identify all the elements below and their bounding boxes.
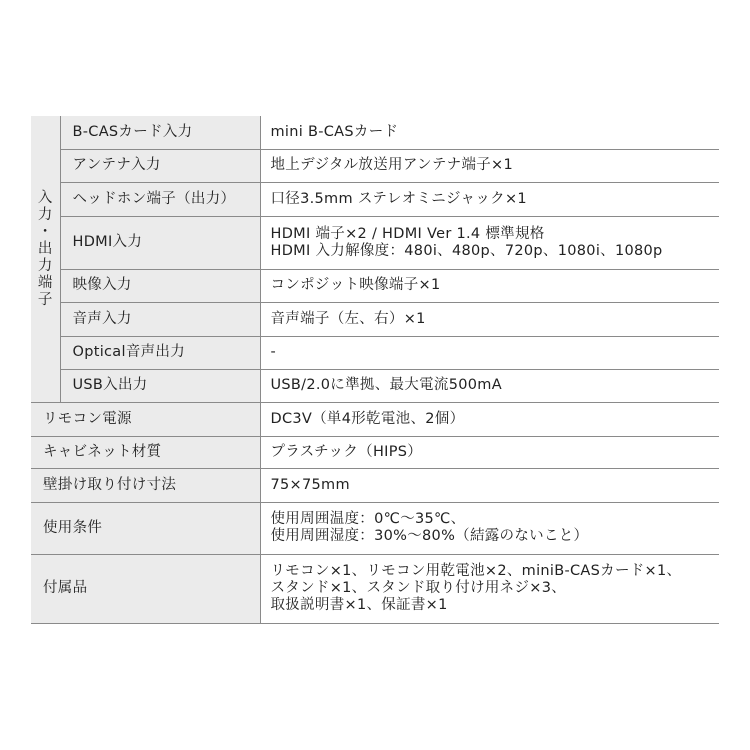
spec-value <box>260 149 719 182</box>
spec-label: キャビネット材質 <box>31 436 260 468</box>
spec-row-wall-mount <box>31 468 719 502</box>
spec-row-video <box>31 269 719 302</box>
spec-value <box>260 302 719 336</box>
spec-value-line: リモコン×1、リモコン用乾電池×2、miniB-CASカード×1、 <box>270 563 682 579</box>
spec-value <box>260 336 719 369</box>
spec-row-antenna <box>31 149 719 182</box>
spec-row-accessories <box>31 554 719 623</box>
spec-value-line: DC3V（単4形乾電池、2個） <box>270 410 465 427</box>
spec-label: ヘッドホン端子（出力） <box>60 182 260 216</box>
io-group-char: 力 <box>37 258 53 274</box>
io-group-char: 力 <box>37 207 53 223</box>
io-group-char: 端 <box>37 275 53 291</box>
spec-label: 付属品 <box>31 554 260 623</box>
spec-value <box>260 182 719 216</box>
spec-label: USB入出力 <box>60 369 260 402</box>
spec-label: 使用条件 <box>31 502 260 554</box>
spec-value <box>260 216 719 269</box>
spec-value-line: USB/2.0に準拠、最大電流500mA <box>270 377 502 393</box>
spec-value <box>260 369 719 402</box>
spec-label: B-CASカード入力 <box>60 116 260 149</box>
spec-value-line: - <box>270 344 277 360</box>
spec-label: アンテナ入力 <box>60 149 260 182</box>
spec-value-line: 口径3.5mm ステレオミニジャック×1 <box>270 190 527 207</box>
spec-row-headphone <box>31 182 719 216</box>
spec-value-line: 音声端子（左、右）×1 <box>270 310 426 327</box>
spec-row-optical <box>31 336 719 369</box>
spec-label: リモコン電源 <box>31 402 260 436</box>
spec-value <box>260 402 719 436</box>
spec-label: 壁掛け取り付け寸法 <box>31 468 260 502</box>
spec-value-line: HDMI 入力解像度：480i、480p、720p、1080i、1080p <box>270 242 663 259</box>
spec-row-cabinet <box>31 436 719 468</box>
spec-value <box>260 116 719 149</box>
spec-value-line: プラスチック（HIPS） <box>270 443 423 460</box>
spec-label: HDMI入力 <box>60 216 260 269</box>
spec-value <box>260 468 719 502</box>
io-group-char: 出 <box>37 241 53 257</box>
spec-value-line: 使用周囲湿度：30%〜80%（結露のないこと） <box>270 528 589 544</box>
spec-value <box>260 554 719 623</box>
spec-value-line: コンポジット映像端子×1 <box>270 277 441 293</box>
spec-value <box>260 269 719 302</box>
io-group-char: ・ <box>37 224 53 240</box>
spec-row-remote-power <box>31 402 719 436</box>
spec-label: Optical音声出力 <box>60 336 260 369</box>
spec-value-line: 取扱説明書×1、保証書×1 <box>270 597 448 613</box>
spec-value-line: 地上デジタル放送用アンテナ端子×1 <box>270 157 514 173</box>
spec-table <box>31 116 719 624</box>
spec-label: 映像入力 <box>60 269 260 302</box>
io-group-label <box>31 116 60 402</box>
spec-row-bcas <box>31 116 719 149</box>
io-group-char: 子 <box>37 292 53 308</box>
spec-value <box>260 502 719 554</box>
spec-value-line: mini B-CASカード <box>270 123 399 140</box>
spec-row-hdmi <box>31 216 719 269</box>
io-group-char: 入 <box>37 190 53 206</box>
spec-row-audio <box>31 302 719 336</box>
spec-value-line: 75×75mm <box>270 476 350 493</box>
spec-value-line: スタンド×1、スタンド取り付け用ネジ×3、 <box>270 580 567 596</box>
spec-value-line: HDMI 端子×2 / HDMI Ver 1.4 標準規格 <box>270 225 545 242</box>
spec-value <box>260 436 719 468</box>
spec-row-conditions <box>31 502 719 554</box>
spec-row-usb <box>31 369 719 402</box>
spec-label: 音声入力 <box>60 302 260 336</box>
spec-value-line: 使用周囲温度：0℃〜35℃、 <box>270 511 466 527</box>
